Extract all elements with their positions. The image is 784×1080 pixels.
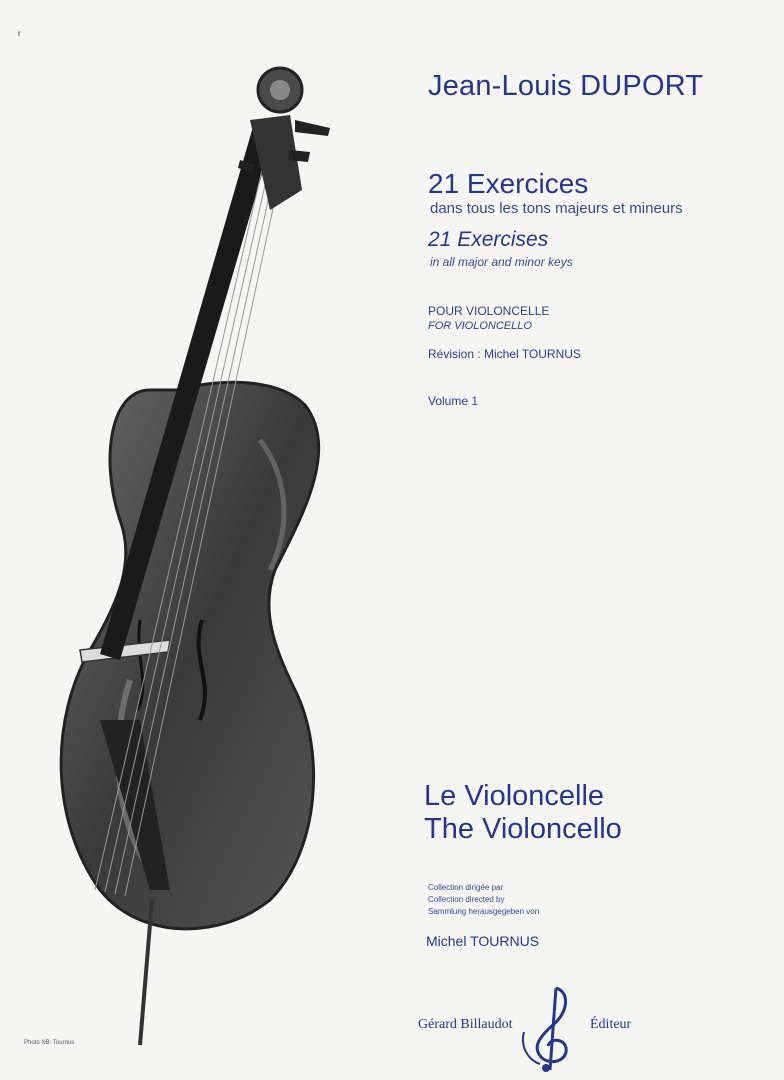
editor-label: Éditeur bbox=[590, 1017, 632, 1032]
subtitle-french: dans tous les tons majeurs et mineurs bbox=[430, 200, 683, 217]
series-title-french: Le Violoncelle bbox=[424, 780, 605, 812]
collection-label-english: Collection directed by bbox=[428, 895, 505, 904]
title-english: 21 Exercises bbox=[428, 228, 549, 251]
series-title-english: The Violoncello bbox=[424, 813, 622, 845]
corner-mark: r bbox=[18, 29, 21, 38]
instrument-french: POUR VIOLONCELLE bbox=[428, 304, 550, 318]
treble-clef-logo-icon bbox=[518, 982, 588, 1074]
instrument-english: FOR VIOLONCELLO bbox=[428, 320, 532, 332]
volume-label: Volume 1 bbox=[428, 394, 479, 408]
collection-label-german: Sammlung herausgegeben von bbox=[428, 907, 540, 916]
title-french: 21 Exercices bbox=[428, 168, 589, 199]
collection-label-french: Collection dirigée par bbox=[428, 883, 504, 892]
cello-photo-icon bbox=[40, 60, 360, 1050]
subtitle-english: in all major and minor keys bbox=[430, 255, 573, 269]
publisher-name: Gérard Billaudot bbox=[418, 1017, 513, 1032]
collection-director: Michel TOURNUS bbox=[426, 933, 540, 949]
composer-name: Jean-Louis DUPORT bbox=[428, 70, 704, 102]
revision-credit: Révision : Michel TOURNUS bbox=[428, 347, 581, 361]
photo-credit: Photo NB: Tournus bbox=[24, 1040, 75, 1046]
